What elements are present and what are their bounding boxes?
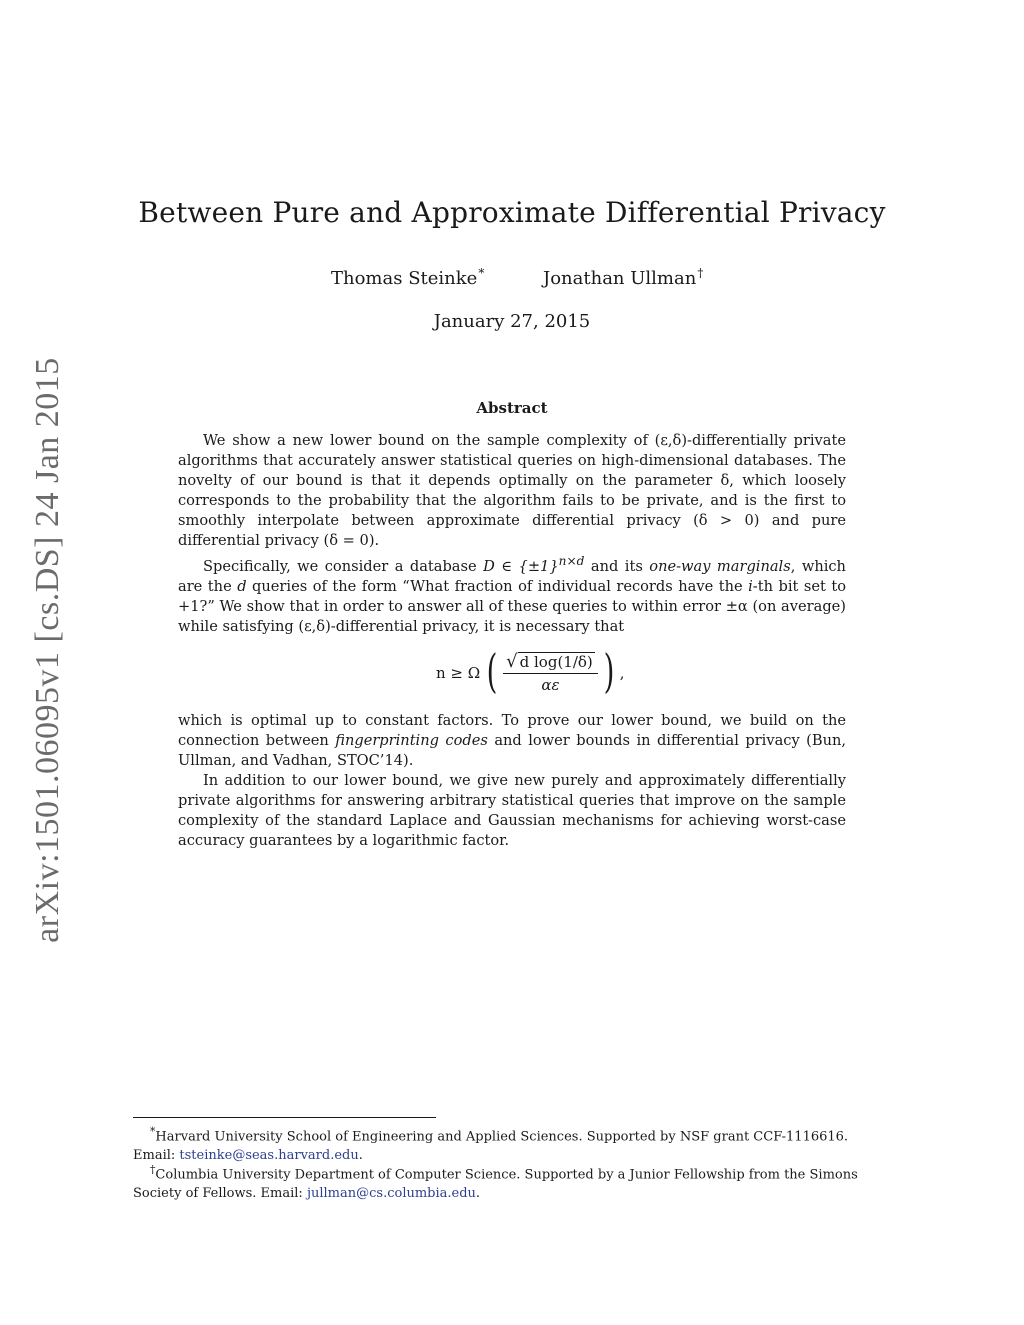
abstract-paragraph-2: Specifically, we consider a database D ∈ $\{\pm 1\}^{n\times d}$ and its one-way marginals, which are the d queries of the form “What fraction of individual records have the i-th bit set to +1?” We show that in order to answer all of these queries to within error ±α (on average) while satisfying (ε,δ)-differential privacy, it is necessary that: [178, 554, 846, 635]
abstract-paragraph-1: We show a new lower bound on the sample complexity of (ε,δ)-differentially private algorithms that accurately answer statistical queries on high-dimensional databases. The novelty of our bound is that it depends optimally on the parameter δ, which loosely corresponds to the probability that the algorithm fails to be private, and is the first to smoothly interpolate between approximate differential privacy (δ > 0) and pure differential privacy (δ = 0).: [178, 432, 846, 549]
left-paren: (: [486, 644, 498, 698]
formula-lhs: n ≥ Ω: [436, 664, 481, 682]
arxiv-stamp-text: arXiv:1501.06095v1 [cs.DS] 24 Jan 2015: [29, 357, 66, 943]
arxiv-stamp: [29, 357, 66, 943]
formula-fraction: [503, 652, 598, 694]
author-name: Thomas Steinke: [331, 268, 478, 289]
footnote-marker: *: [150, 1125, 156, 1138]
author-name: Jonathan Ullman: [543, 268, 697, 289]
author-steinke: [331, 266, 484, 289]
lower-bound-formula: n ≥ Ω ( √ d log(1/δ) αε ) ,: [436, 644, 625, 698]
database-dimension: n×d: [558, 554, 585, 568]
abstract-paragraph-3: which is optimal up to constant factors. To prove our lower bound, we build on the connection between fingerprinting codes and lower bounds in differential privacy (Bun, Ullman, and Vadhan, STOC’14).: [178, 712, 847, 769]
abstract-heading: Abstract: [476, 399, 548, 417]
right-paren: ): [603, 644, 615, 698]
database-symbol: D ∈ {±1}: [483, 557, 559, 575]
formula-denominator: αε: [541, 676, 560, 694]
email-link-ullman[interactable]: jullman@cs.columbia.edu: [306, 1186, 476, 1202]
email-link-steinke[interactable]: tsteinke@seas.harvard.edu: [179, 1148, 359, 1164]
publication-date: January 27, 2015: [433, 311, 591, 332]
author-ullman: [543, 266, 703, 289]
footnote-divider: [133, 1117, 436, 1118]
footnote-marker: †: [150, 1163, 156, 1176]
footnote-marker: †: [697, 266, 704, 280]
footnote-1: *Harvard University School of Engineering and Applied Sciences. Supported by NSF grant CCF-1116616. Email: tsteinke@seas.harvard.edu.: [133, 1125, 849, 1164]
radical-sign: √: [506, 651, 518, 672]
footnote-2: †Columbia University Department of Computer Science. Supported by a Junior Fellowship from the Simons Society of Fellows. Email: jullman@cs.columbia.edu.: [133, 1163, 858, 1202]
footnote-marker: *: [478, 266, 485, 280]
formula-numerator: √ d log(1/δ): [506, 651, 593, 672]
paper-title: Between Pure and Approximate Differential Privacy: [138, 196, 886, 229]
emphasis-fingerprinting-codes: fingerprinting codes: [335, 732, 488, 749]
emphasis-one-way-marginals: one-way marginals: [649, 557, 791, 575]
abstract-paragraph-4: In addition to our lower bound, we give new purely and approximately differentially private algorithms for answering arbitrary statistical queries that improve on the sample complexity of the standard Laplace and Gaussian mechanisms for achieving worst-case accuracy guarantees by a logarithmic factor.: [178, 772, 846, 849]
